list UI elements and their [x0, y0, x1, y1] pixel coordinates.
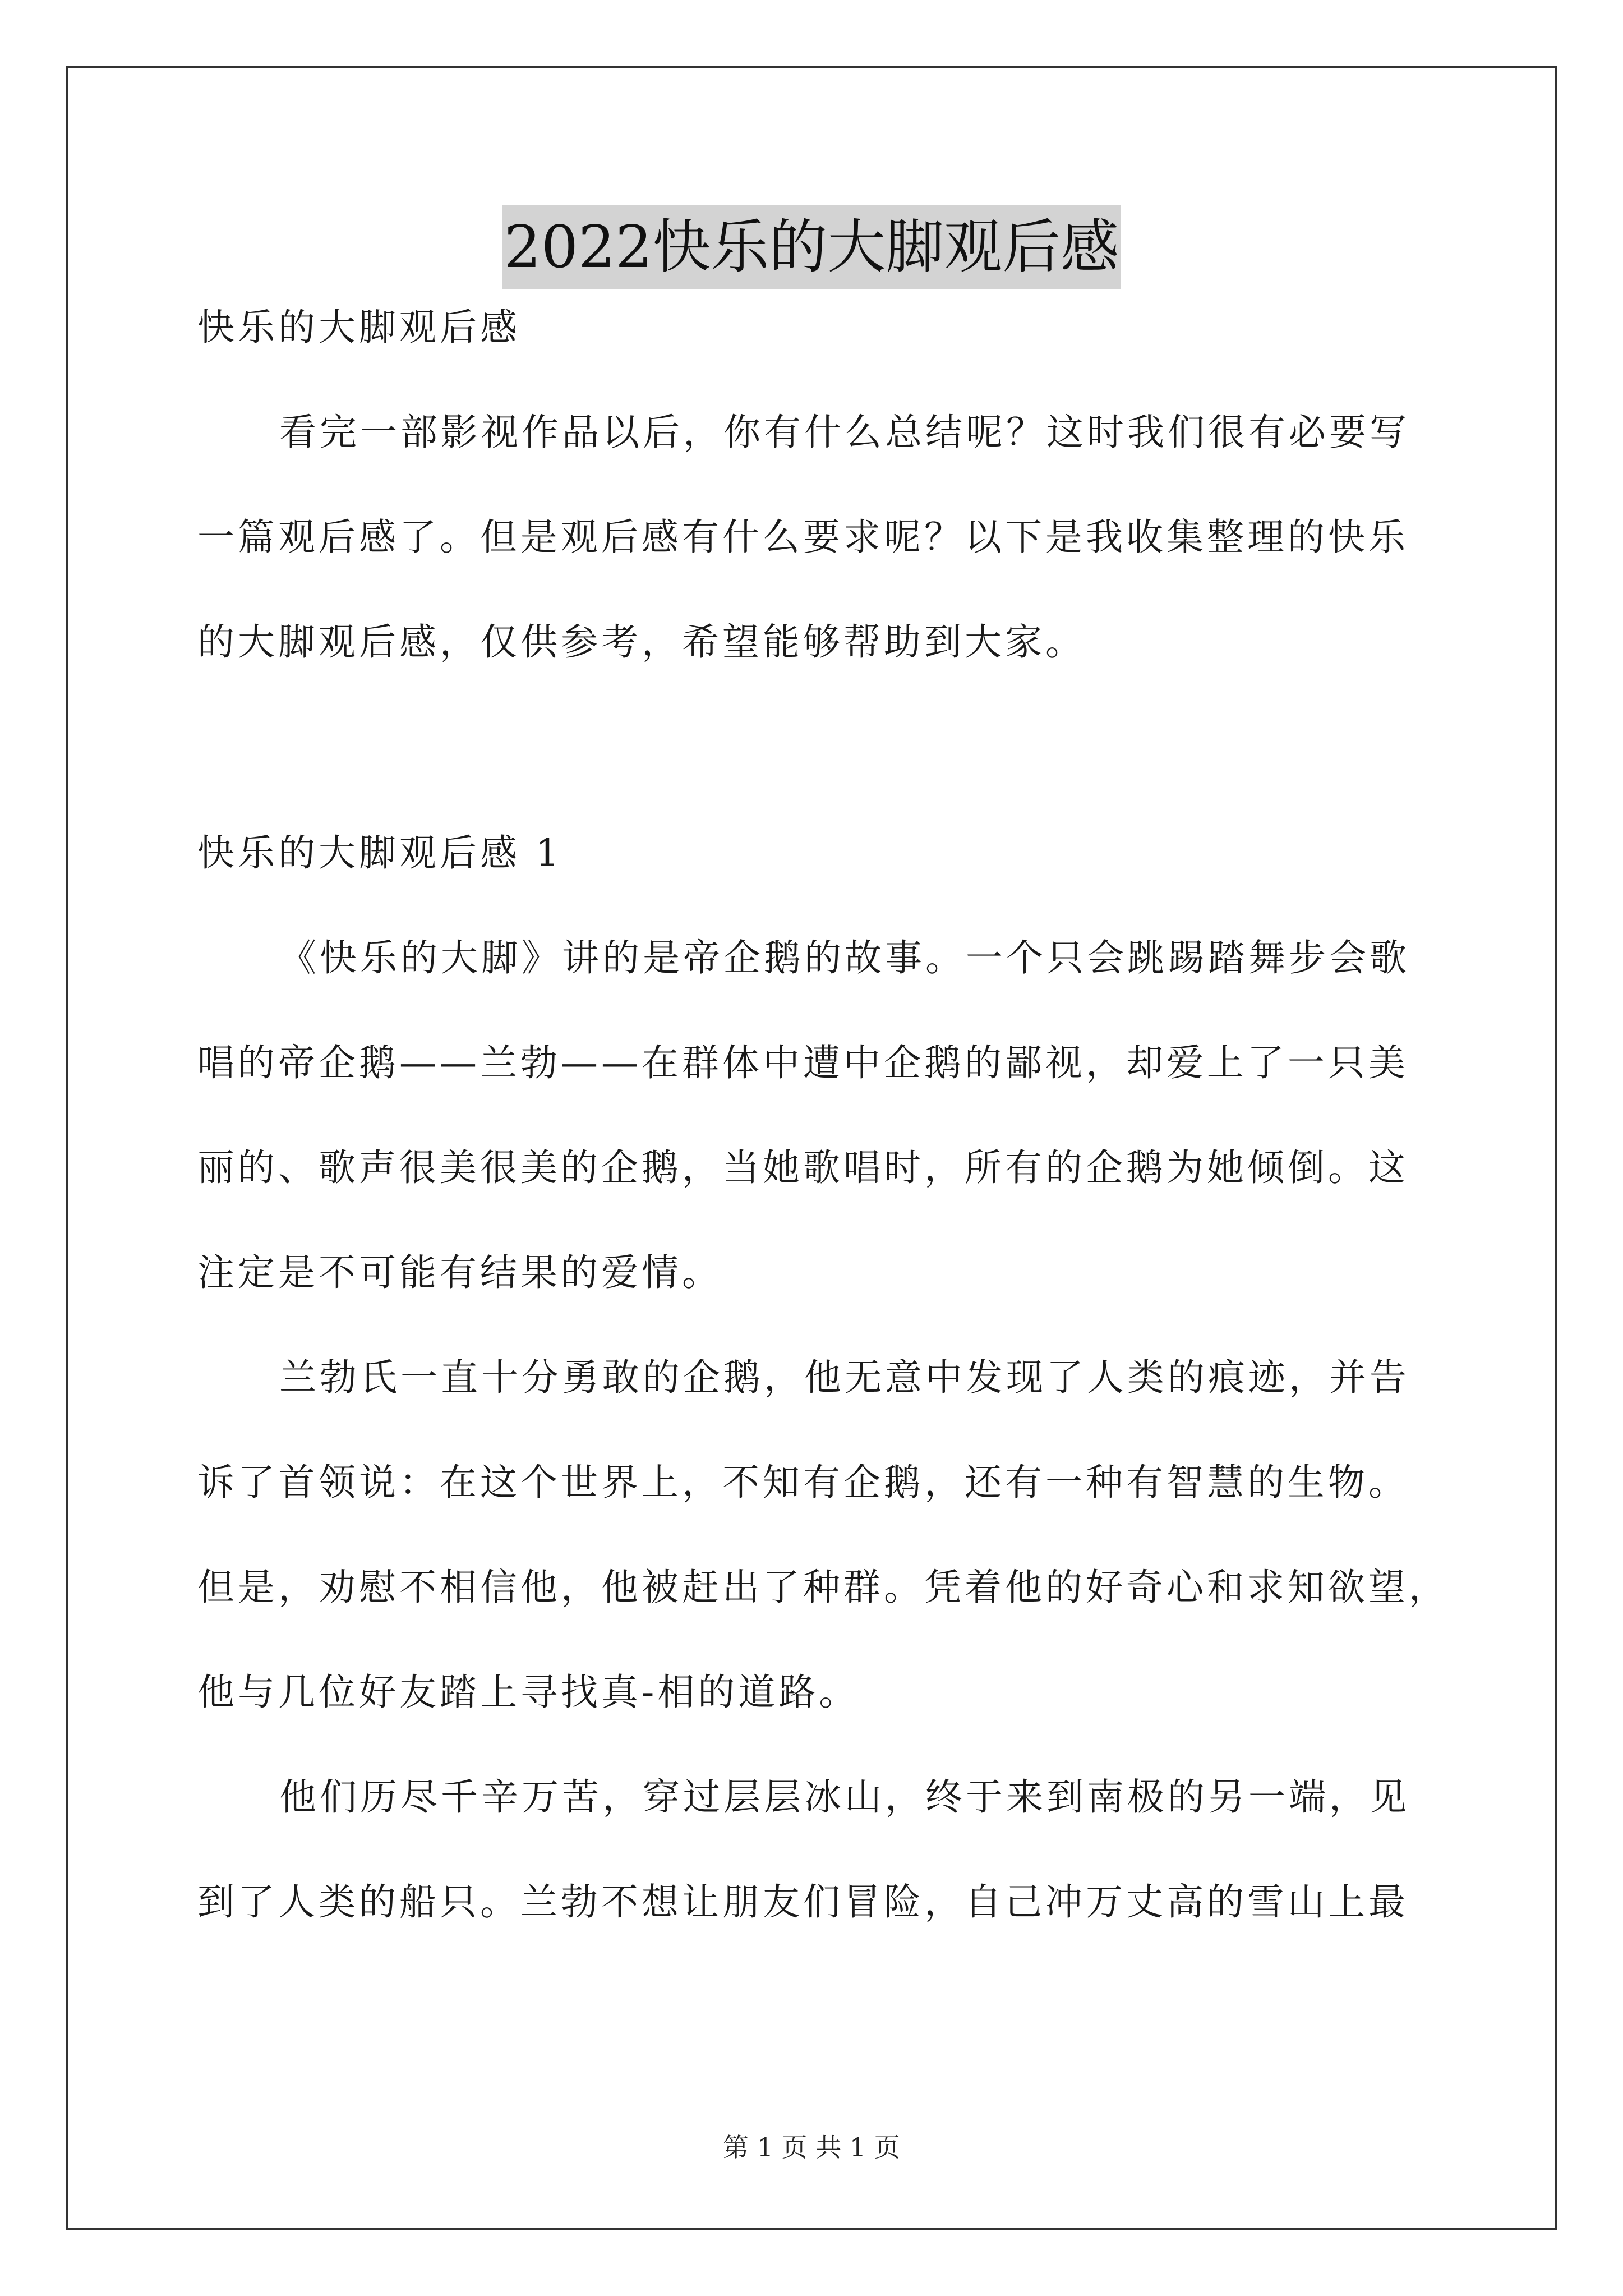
intro-line-3: 的大脚观后感，仅供参考，希望能够帮助到大家。 [197, 620, 1086, 664]
paragraph2-line-2: 诉了首领说：在这个世界上，不知有企鹅，还有一种有智慧的生物。 [197, 1461, 1409, 1504]
paragraph2-line-3: 但是，劝慰不相信他，他被赶出了种群。凭着他的好奇心和求知欲望， [197, 1566, 1449, 1609]
paragraph1-line-4: 注定是不可能有结果的爱情。 [197, 1251, 722, 1294]
paragraph1-line-1: 《快乐的大脚》讲的是帝企鹅的故事。一个只会跳踢踏舞步会歌 [279, 936, 1410, 979]
page-footer: 第 1 页 共 1 页 [723, 2132, 900, 2162]
document-body [197, 306, 1449, 1924]
intro-line-1: 看完一部影视作品以后，你有什么总结呢？这时我们很有必要写 [279, 411, 1410, 454]
paragraph2-line-4: 他与几位好友踏上寻找真-相的道路。 [197, 1671, 860, 1714]
paragraph1-line-2: 唱的帝企鹅——兰勃——在群体中遭中企鹅的鄙视，却爱上了一只美 [197, 1041, 1409, 1084]
subtitle: 快乐的大脚观后感 [197, 306, 520, 349]
section-heading: 快乐的大脚观后感 1 [197, 831, 562, 875]
paragraph3-line-2: 到了人类的船只。兰勃不想让朋友们冒险，自己冲万丈高的雪山上最 [197, 1880, 1409, 1924]
intro-line-2: 一篇观后感了。但是观后感有什么要求呢？以下是我收集整理的快乐 [197, 516, 1409, 559]
paragraph3-line-1: 他们历尽千辛万苦，穿过层层冰山，终于来到南极的另一端，见 [279, 1775, 1410, 1819]
paragraph1-line-3: 丽的、歌声很美很美的企鹅，当她歌唱时，所有的企鹅为她倾倒。这 [197, 1146, 1409, 1189]
title-container [0, 205, 1623, 289]
document-title: 2022快乐的大脚观后感 [502, 205, 1122, 289]
paragraph2-line-1: 兰勃氏一直十分勇敢的企鹅，他无意中发现了人类的痕迹，并告 [279, 1356, 1410, 1399]
